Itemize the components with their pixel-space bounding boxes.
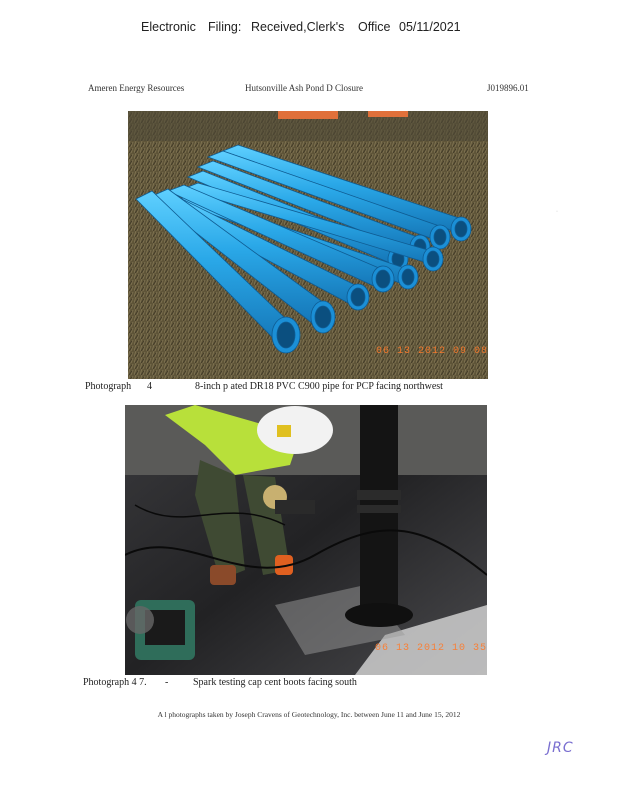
photo-spark-testing — [125, 405, 487, 675]
stamp-word-received: Received,Clerk's — [251, 20, 345, 34]
scan-speck: · — [556, 209, 558, 215]
spark-testing-image — [125, 405, 487, 675]
photo-1-caption-text: 8-inch p ated DR18 PVC C900 pipe for PCP facing northwest — [195, 381, 443, 392]
pvc-pipes-image — [128, 111, 488, 379]
photo-1-caption-label: Photograph — [85, 381, 132, 392]
stamp-word-electronic: Electronic — [141, 20, 196, 34]
photo-pvc-pipes — [128, 111, 488, 379]
filing-stamp — [0, 20, 618, 38]
header-company: Ameren Energy Resources — [88, 83, 185, 93]
photo-2-caption-number: - — [165, 677, 169, 688]
handwritten-initials: JRC — [547, 740, 574, 756]
stamp-date: 05/11/2021 — [399, 20, 461, 34]
header-project: Hutsonville Ash Pond D Closure — [245, 83, 364, 93]
photo-2-caption-text: Spark testing cap cent boots facing south — [193, 677, 357, 688]
header-job-number: J019896.01 — [487, 83, 529, 93]
photo-2-date-stamp: 06 13 2012 10 35 — [375, 643, 487, 654]
stamp-word-filing: Filing: — [208, 20, 242, 34]
stamp-word-office: Office — [358, 20, 391, 34]
photo-1-date-stamp: 06 13 2012 09 08 — [376, 346, 488, 357]
photo-1-caption-number: 4 — [147, 381, 152, 392]
photo-credit-footer: A l photographs taken by Joseph Cravens of Geotechnology, Inc. between June 11 and June 15, 2012 — [157, 710, 461, 719]
photo-2-caption-label: Photograph 4 7. — [83, 677, 147, 688]
